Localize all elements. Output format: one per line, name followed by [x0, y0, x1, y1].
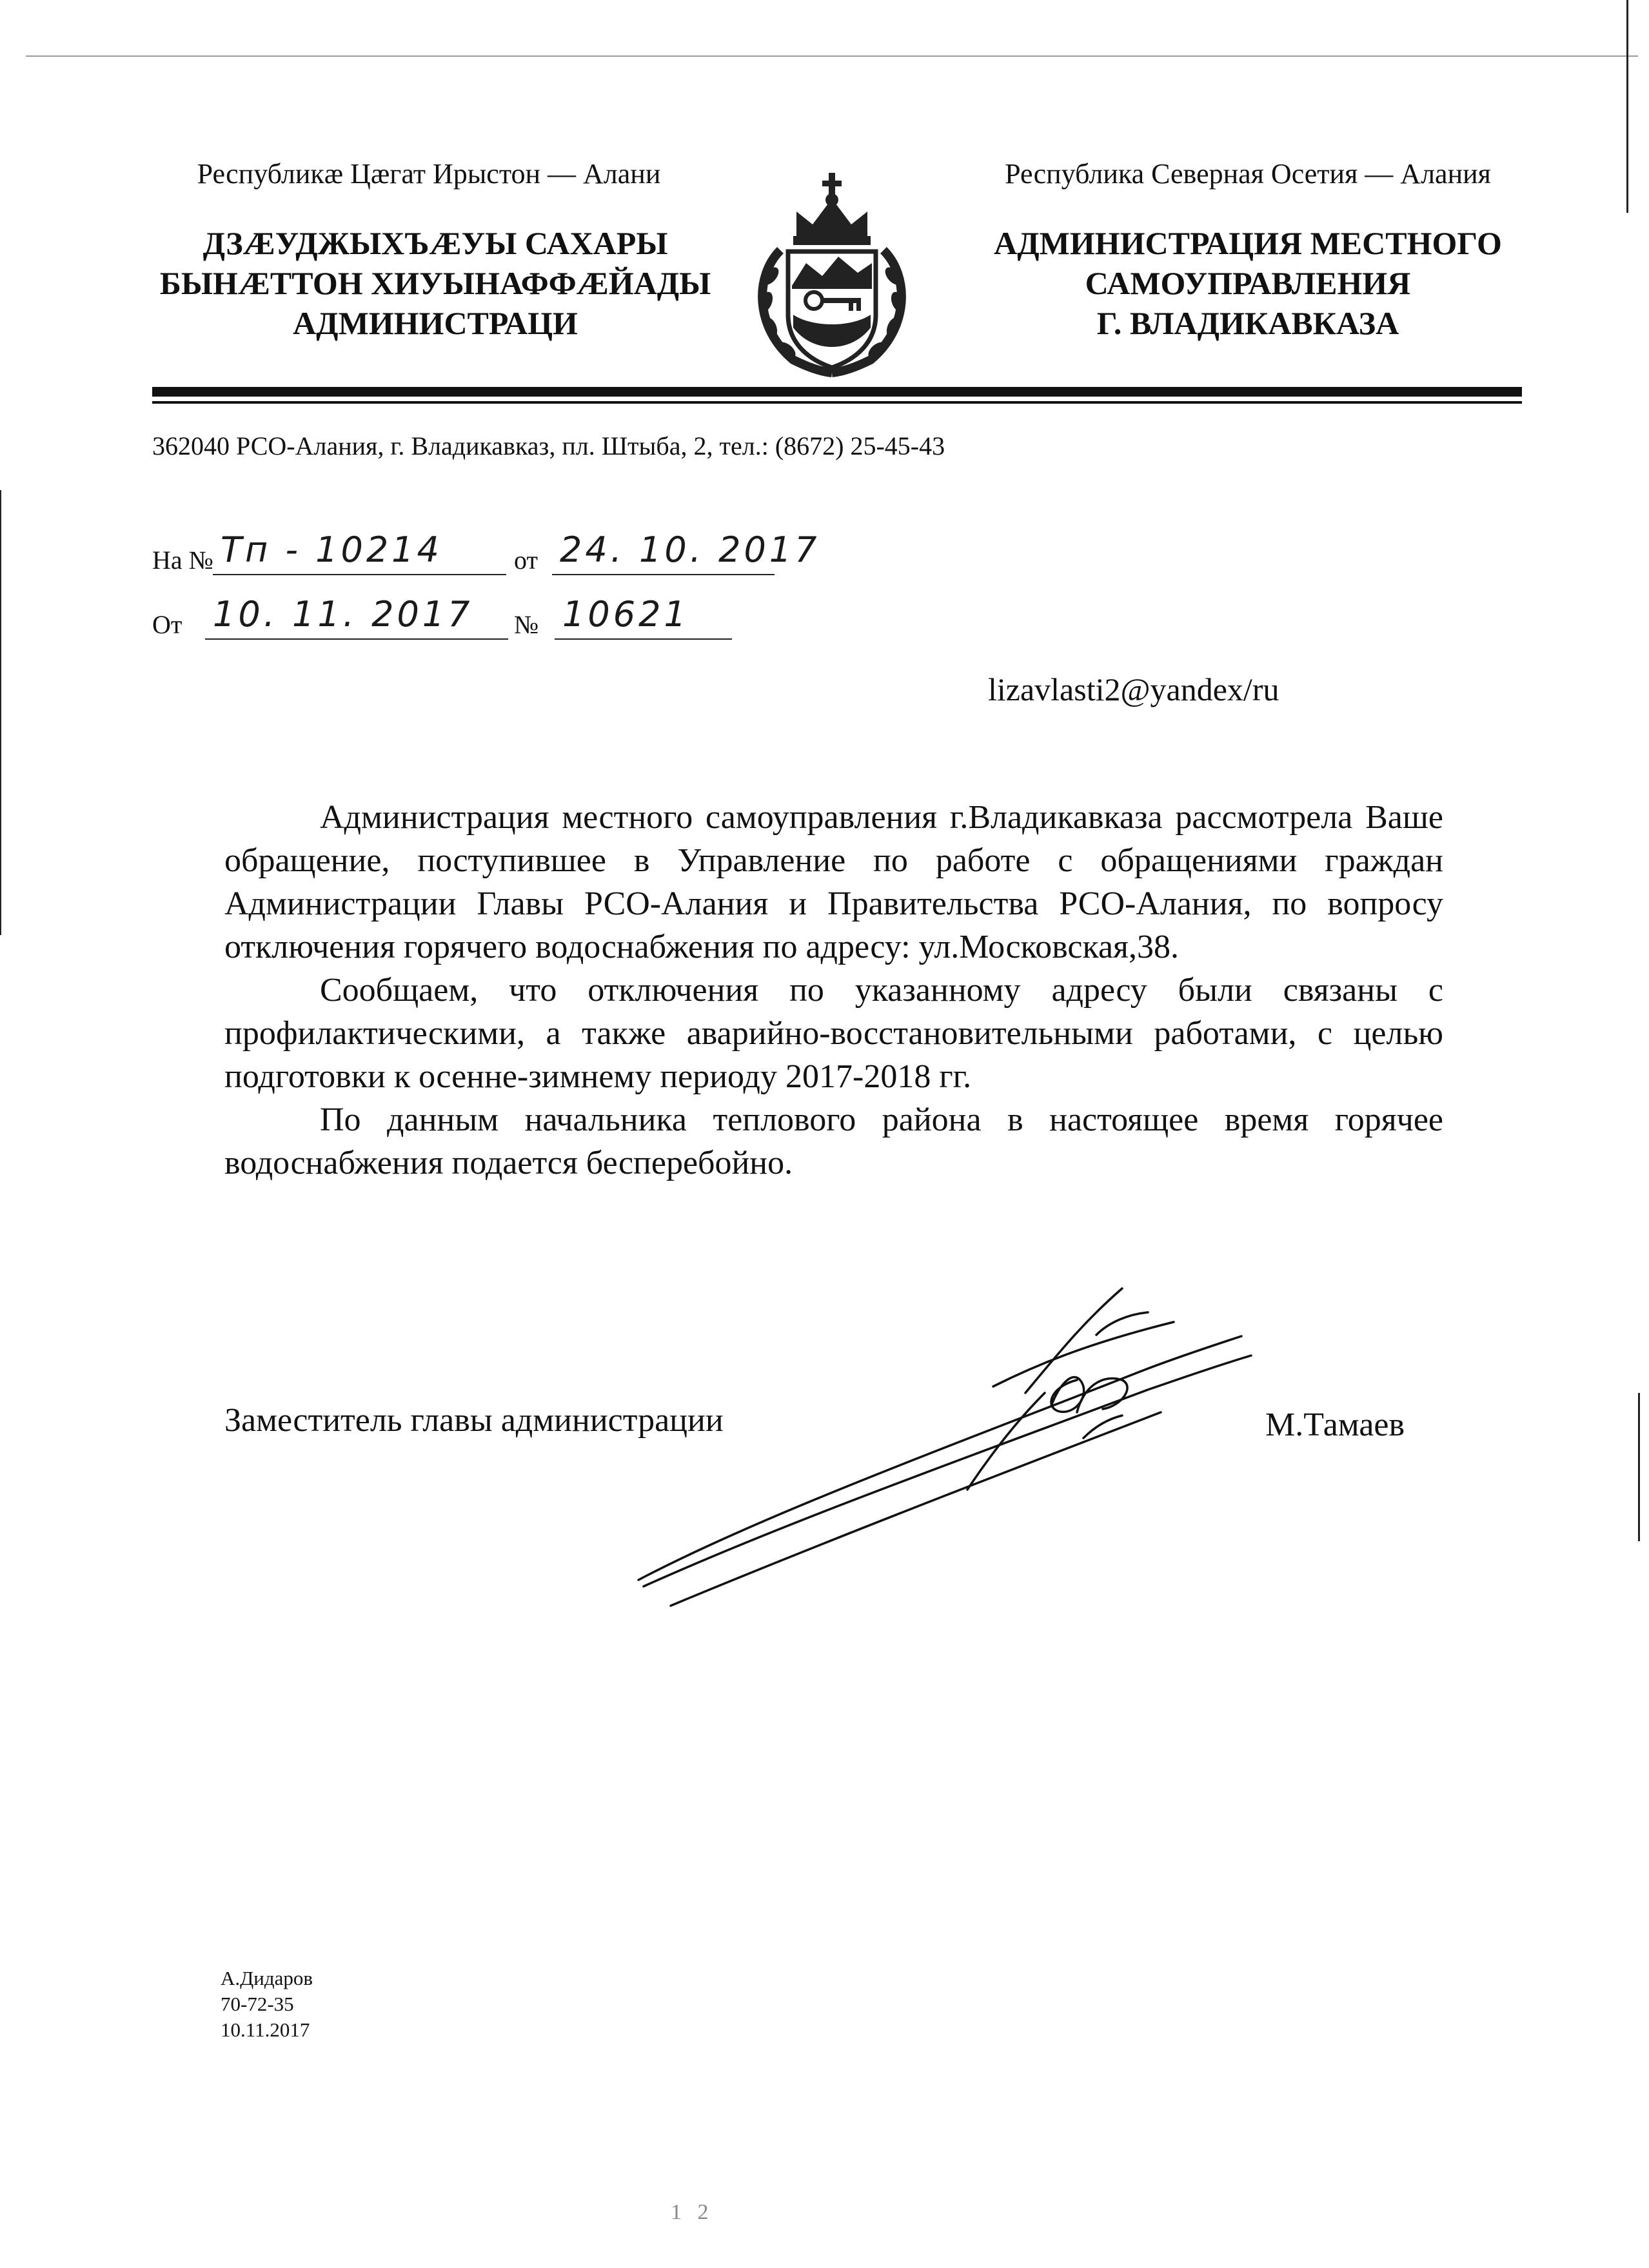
- outgoing-date-label: От: [152, 610, 183, 639]
- header-right-org-line-3: Г. ВЛАДИКАВКАЗА: [1096, 305, 1399, 341]
- outgoing-date: 10. 11. 2017: [213, 594, 473, 635]
- executor-phone: 70-72-35: [221, 1993, 294, 2015]
- header-left-org-line-2: БЫНÆТТОН ХИУЫНАФФÆЙАДЫ: [159, 265, 711, 301]
- header-right-org-line-2: САМОУПРАВЛЕНИЯ: [1085, 265, 1411, 301]
- header-left-org-line-3: АДМИНИСТРАЦИ: [293, 305, 578, 341]
- signatory-title: Заместитель главы администрации: [224, 1402, 724, 1439]
- handwritten-signature: [632, 1283, 1270, 1619]
- recipient-email: lizavlasti2@yandex/ru: [988, 671, 1279, 707]
- outgoing-number-field: [555, 593, 732, 640]
- in-reply-date: 24. 10. 2017: [560, 529, 820, 570]
- in-reply-date-label: от: [514, 546, 538, 575]
- scan-top-rule: [26, 55, 1638, 57]
- header-left-org-line-1: ДЗÆУДЖЫХЪÆУЫ САХАРЫ: [202, 225, 668, 261]
- scan-edge-mark-right-bottom: [1638, 1393, 1640, 1541]
- executor-date: 10.11.2017: [221, 2018, 310, 2041]
- executor-block: [221, 1966, 313, 2043]
- outgoing-number-label: №: [514, 610, 539, 639]
- coat-of-arms-drawing: [735, 166, 929, 379]
- body-paragraph-3: По данным начальника теплового района в настоящее время горячее водоснабжения подается бесперебойно.: [224, 1101, 1443, 1181]
- letter-body: [224, 796, 1443, 1185]
- executor-name: А.Дидаров: [221, 1967, 313, 1989]
- in-reply-label: На №: [152, 546, 213, 575]
- address-line: 362040 РСО-Алания, г. Владикавказ, пл. Штыба, 2, тел.: (8672) 25-45-43: [152, 431, 945, 460]
- header-right-org-line-1: АДМИНИСТРАЦИЯ МЕСТНОГО: [994, 225, 1502, 261]
- scan-edge-mark-left: [0, 490, 1, 935]
- coat-of-arms-icon: [735, 166, 929, 379]
- header-left-republic: Республикæ Цæгат Ирыстон — Алани: [197, 158, 661, 190]
- signature-strokes: [632, 1283, 1270, 1619]
- header-right-republic: Республика Северная Осетия — Алания: [1005, 158, 1491, 190]
- outgoing-date-field: [205, 593, 508, 640]
- body-paragraph-1: Администрация местного самоуправления г.Владикавказа рассмотрела Ваше обращение, поступившее в Управление по работе с обращениями граждан Администрации Главы РСО-Алания и Правительства РСО-Алания, по вопросу отключения горячего водоснабжения по адресу: ул.Московская,38.: [224, 799, 1443, 965]
- in-reply-date-field: [552, 529, 820, 575]
- page-mark: 1 2: [671, 2200, 714, 2224]
- header-left-org: [145, 223, 726, 343]
- body-paragraph-2: Сообщаем, что отключения по указанному адресу были связаны с профилактическими, а также аварийно-восстановительными работами, с целью подготовки к осенне-зимнему периоду 2017-2018 гг.: [224, 972, 1443, 1095]
- signatory-name: М.Тамаев: [1265, 1406, 1405, 1443]
- in-reply-number: Тп - 10214: [221, 529, 442, 570]
- letterhead-rule-thin: [152, 401, 1522, 404]
- in-reply-number-field: [213, 529, 506, 575]
- outgoing-number: 10621: [562, 594, 689, 635]
- scan-edge-mark-right-top: [1626, 0, 1628, 213]
- header-right-org: [971, 223, 1525, 343]
- letterhead-rule-thick: [152, 387, 1522, 397]
